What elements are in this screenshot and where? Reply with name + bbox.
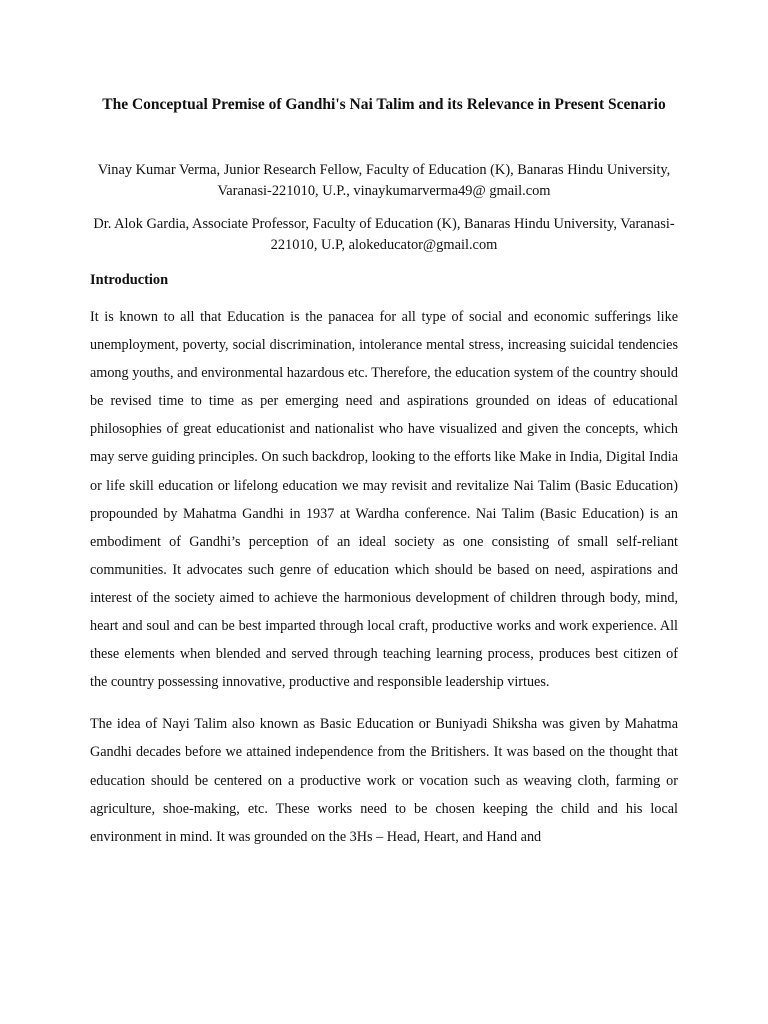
body-paragraph-2: The idea of Nayi Talim also known as Basic Education or Buniyadi Shiksha was given by Mahatma Gandhi decades before we attained independence from the Britishers. It was based on the thought that education should be centered on a productive work or vocation such as weaving cloth, farming or agriculture, shoe-making, etc. These works need to be chosen keeping the child and his local environment in mind. It was grounded on the 3Hs – Head, Heart, and Hand and [90,716,678,845]
author-affiliation-2: Dr. Alok Gardia, Associate Professor, Faculty of Education (K), Banaras Hindu University, Varanasi-221010, U.P, alokeducator@gmail.com [93,216,675,253]
author-list [90,160,678,256]
section-heading-introduction: Introduction [90,272,169,288]
body-paragraph-1: It is known to all that Education is the panacea for all type of social and economic sufferings like unemployment, poverty, social discrimination, intolerance mental stress, increasing suicidal tendencies among youths, and environmental hazardous etc. Therefore, the education system of the country should be revised time to time as per emerging need and aspirations grounded on ideas of educational philosophies of great educationist and nationalist who have visualized and given the concepts, which may serve guiding principles. On such backdrop, looking to the efforts like Make in India, Digital India or life skill education or lifelong education we may revisit and revitalize Nai Talim (Basic Education) propounded by Mahatma Gandhi in 1937 at Wardha conference. Nai Talim (Basic Education) is an embodiment of Gandhi’s perception of an ideal society as one consisting of small self-reliant communities. It advocates such genre of education which should be based on need, aspirations and interest of the society aimed to achieve the harmonious development of children through body, mind, heart and soul and can be best imparted through local craft, productive works and work experience. All these elements when blended and served through teaching learning process, produces best citizen of the country possessing innovative, productive and responsible leadership virtues. [90,309,678,691]
paper-title: The Conceptual Premise of Gandhi's Nai Talim and its Relevance in Present Scenario [102,96,666,113]
author-affiliation-1: Vinay Kumar Verma, Junior Research Fellow, Faculty of Education (K), Banaras Hindu University, Varanasi-221010, U.P., vinaykumarverma49@ gmail.com [97,162,671,199]
